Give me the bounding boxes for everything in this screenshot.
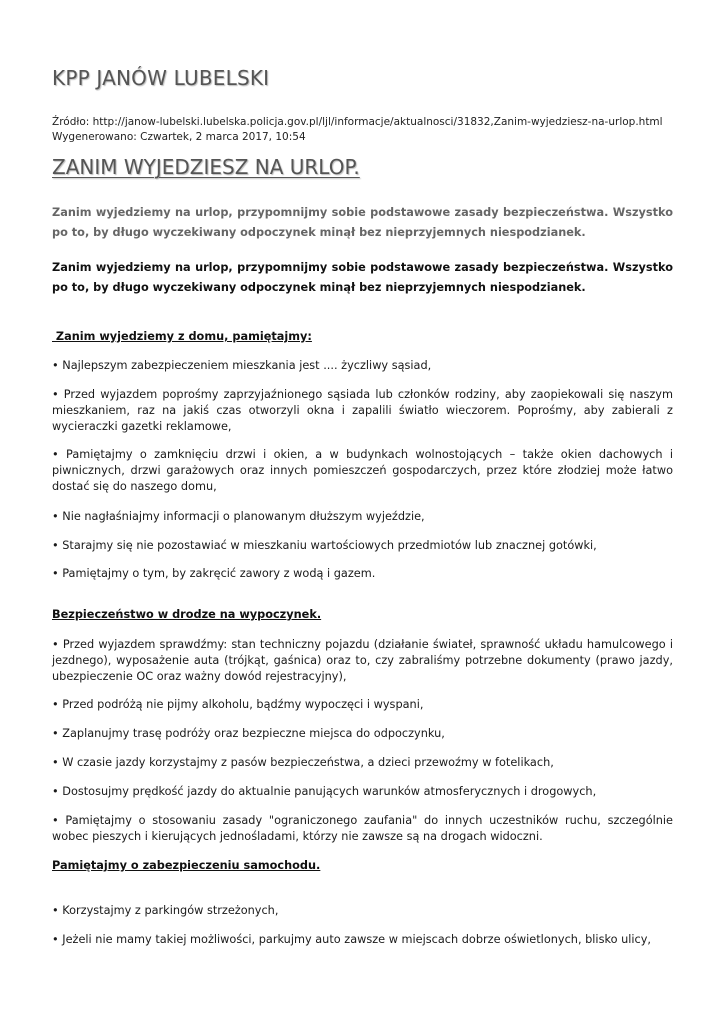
list-item: • Starajmy się nie pozostawiać w mieszkaniu wartościowych przedmiotów lub znacznej gotówki, (52, 539, 597, 552)
list-item: • Pamiętajmy o stosowaniu zasady "ograniczonego zaufania" do innych uczestników ruchu, szczególnie wobec pieszych i kierujących jednośladami, którzy nie zawsze są na drogach widoczni. (52, 814, 673, 843)
list-item: • W czasie jazdy korzystajmy z pasów bezpieczeństwa, a dzieci przewoźmy w fotelikach, (52, 756, 554, 769)
list-item: • Korzystajmy z parkingów strzeżonych, (52, 904, 279, 917)
list-item: • Zaplanujmy trasę podróży oraz bezpieczne miejsca do odpoczynku, (52, 727, 445, 740)
list-item: • Najlepszym zabezpieczeniem mieszkania jest .... życzliwy sąsiad, (52, 359, 432, 372)
list-item: • Dostosujmy prędkość jazdy do aktualnie panujących warunków atmosferycznych i drogowych, (52, 785, 597, 798)
site-title: KPP JANÓW LUBELSKI (52, 66, 270, 90)
list-item: • Pamiętajmy o tym, by zakręcić zawory z wodą i gazem. (52, 567, 376, 580)
article-lead: Zanim wyjedziemy na urlop, przypomnijmy sobie podstawowe zasady bezpieczeństwa. Wszystko po to, by długo wyczekiwany odpoczynek minął bez nieprzyjemnych niespodzianek. (52, 206, 673, 239)
generated-line: Wygenerowano: Czwartek, 2 marca 2017, 10:54 (52, 131, 306, 143)
list-item: • Przed podróżą nie pijmy alkoholu, bądźmy wypoczęci i wyspani, (52, 698, 424, 711)
list-item: • Przed wyjazdem sprawdźmy: stan techniczny pojazdu (działanie świateł, sprawność układu hamulcowego i jezdnego), wyposażenie auta (trójkąt, gaśnica) oraz to, czy zabraliśmy potrzebne dokumenty (prawo jazdy, ubezpieczenie OC oraz ważny dowód rejestracyjny), (52, 638, 673, 683)
article-lead-repeat: Zanim wyjedziemy na urlop, przypomnijmy sobie podstawowe zasady bezpieczeństwa. Wszystko po to, by długo wyczekiwany odpoczynek minął bez nieprzyjemnych niespodzianek. (52, 261, 673, 294)
section-heading-road: Bezpieczeństwo w drodze na wypoczynek. (52, 608, 322, 621)
section-heading-home: Zanim wyjedziemy z domu, pamiętajmy: (52, 330, 312, 343)
article-title: ZANIM WYJEDZIESZ NA URLOP. (52, 155, 360, 179)
list-item: • Jeżeli nie mamy takiej możliwości, parkujmy auto zawsze w miejscach dobrze oświetlonych, blisko ulicy, (52, 933, 652, 946)
list-item: • Przed wyjazdem poprośmy zaprzyjaźnionego sąsiada lub członków rodziny, aby zaopiekowali się naszym mieszkaniem, raz na jakiś czas otworzyli okna i zapalili światło wieczorem. Poprośmy, aby zabierali z wycieraczki gazetki reklamowe, (52, 388, 673, 433)
source-line: Źródło: http://janow-lubelski.lubelska.policja.gov.pl/ljl/informacje/aktualnosci/31832,Zanim-wyjedziesz-na-urlop.html (52, 116, 663, 128)
list-item: • Pamiętajmy o zamknięciu drzwi i okien, a w budynkach wolnostojących – także okien dachowych i piwnicznych, drzwi garażowych oraz innych pomieszczeń gospodarczych, przez które złodziej może łatwo dostać się do naszego domu, (52, 448, 673, 493)
section-heading-car: Pamiętajmy o zabezpieczeniu samochodu. (52, 859, 321, 872)
document-meta (52, 115, 663, 145)
list-item: • Nie nagłaśniajmy informacji o planowanym dłuższym wyjeździe, (52, 510, 425, 523)
